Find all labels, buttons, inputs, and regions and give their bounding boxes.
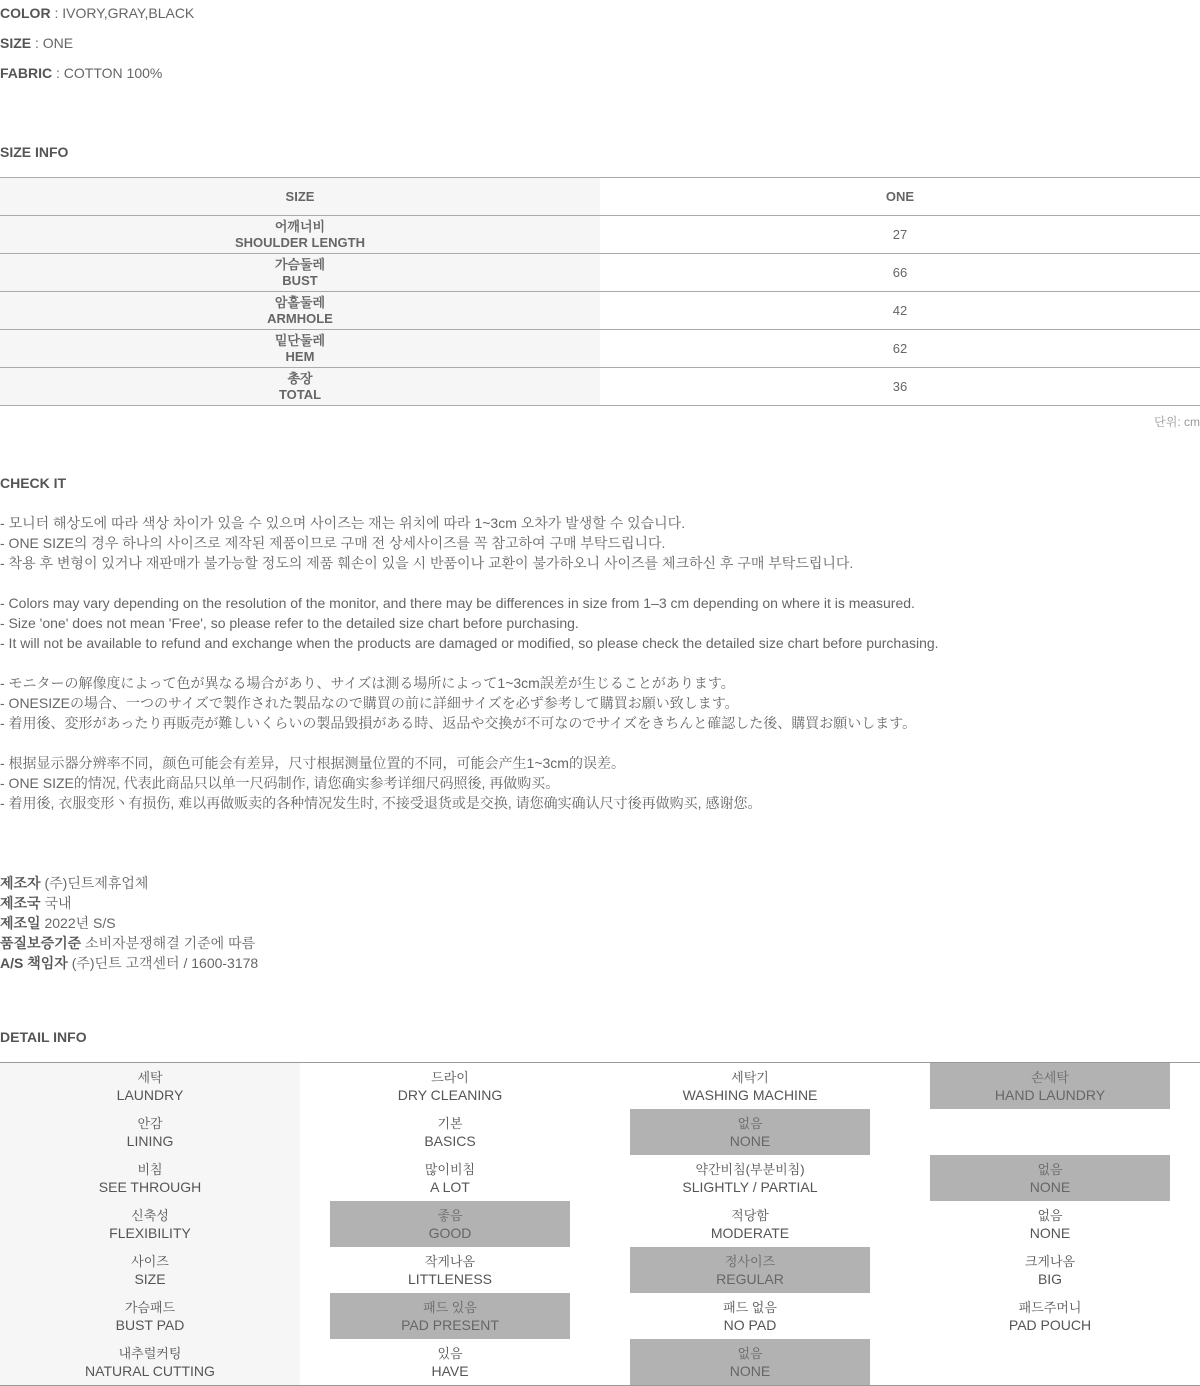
info-as xyxy=(0,953,258,973)
note-line: - モニターの解像度によって色が異なる場合があり、サイズは測る場所によって1~3cm誤差が生じることがあります。 xyxy=(0,675,735,691)
manufacturer-info xyxy=(0,873,258,973)
info-country xyxy=(0,893,258,913)
size-info-title: SIZE INFO xyxy=(0,144,69,160)
size-table-header xyxy=(0,178,1200,216)
detail-row-bust-pad xyxy=(0,1293,1200,1339)
detail-label-en: SIZE xyxy=(134,1270,166,1287)
detail-option: 패드 없음 NO PAD xyxy=(723,1299,777,1333)
size-row xyxy=(0,292,1200,330)
info-label: 제조자 xyxy=(0,875,41,891)
size-row-ko: 밑단둘레 xyxy=(274,332,326,348)
spec-fabric: FABRIC : COTTON 100% xyxy=(0,65,163,81)
detail-row-see-through xyxy=(0,1155,1200,1201)
size-row-ko: 암홀둘레 xyxy=(274,294,326,310)
size-row-en: TOTAL xyxy=(278,386,322,402)
detail-row-laundry xyxy=(0,1063,1200,1109)
size-row-value: 42 xyxy=(892,303,908,318)
note-line: - ONE SIZE的情况, 代表此商品只以单一尺码制作, 请您确实参考详细尺码照後, 再做购买。 xyxy=(0,775,560,791)
note-line: - Size 'one' does not mean 'Free', so please refer to the detailed size chart before purchasing. xyxy=(0,615,579,631)
spec-label: COLOR xyxy=(0,5,51,21)
spec-value: COTTON 100% xyxy=(63,65,163,81)
detail-label-en: BUST PAD xyxy=(115,1316,185,1333)
info-quality xyxy=(0,933,258,953)
detail-option: 적당함 MODERATE xyxy=(710,1207,790,1241)
detail-option-selected: 없음 NONE xyxy=(930,1155,1170,1201)
size-row-ko: 어깨너비 xyxy=(274,218,326,234)
size-row-en: SHOULDER LENGTH xyxy=(235,234,365,250)
info-value: 소비자분쟁해결 기준에 따름 xyxy=(85,935,256,951)
detail-option-selected: 손세탁 HAND LAUNDRY xyxy=(930,1063,1170,1109)
spec-label: FABRIC xyxy=(0,65,53,81)
detail-label-en: FLEXIBILITY xyxy=(109,1224,191,1241)
size-table xyxy=(0,177,1200,406)
spec-value: IVORY,GRAY,BLACK xyxy=(62,5,195,21)
detail-label-en: SEE THROUGH xyxy=(98,1178,202,1195)
note-line: - ONE SIZE의 경우 하나의 사이즈로 제작된 제품이므로 구매 전 상세사이즈를 꼭 참고하여 구매 부탁드립니다. xyxy=(0,535,666,551)
info-label: 제조일 xyxy=(0,915,41,931)
detail-option-selected: 정사이즈 REGULAR xyxy=(630,1247,870,1293)
detail-option: 크게나옴 BIG xyxy=(1024,1253,1076,1287)
detail-option: 드라이 DRY CLEANING xyxy=(397,1069,503,1103)
size-header-label: SIZE xyxy=(0,178,600,215)
size-row-value: 62 xyxy=(892,341,908,356)
info-date xyxy=(0,913,258,933)
detail-option: 없음 NONE xyxy=(1029,1207,1071,1241)
detail-info-title: DETAIL INFO xyxy=(0,1029,87,1045)
size-row-value: 66 xyxy=(892,265,908,280)
detail-option: 있음 HAVE xyxy=(431,1345,469,1379)
note-line: - 根据显示器分辨率不同，颜色可能会有差异，尺寸根据测量位置的不同，可能会产生1~3cm的误差。 xyxy=(0,755,625,771)
detail-label-ko: 신축성 xyxy=(131,1207,169,1223)
detail-row-lining xyxy=(0,1109,1200,1155)
detail-label-en: LINING xyxy=(126,1132,174,1149)
note-line: - It will not be available to refund and exchange when the products are damaged or modified, so please check the detailed size chart before purchasing. xyxy=(0,635,939,651)
detail-label-ko: 내추럴커팅 xyxy=(118,1345,182,1361)
note-line: - 着用後、変形があったり再販売が難しいくらいの製品毀損がある時、返品や交換が不可なのでサイズをきちんと確認した後、購買お願いします。 xyxy=(0,715,917,731)
info-label: 제조국 xyxy=(0,895,41,911)
check-it-title: CHECK IT xyxy=(0,475,67,491)
detail-option: 많이비침 A LOT xyxy=(424,1161,476,1195)
detail-option-selected: 좋음 GOOD xyxy=(330,1201,570,1247)
info-value: 국내 xyxy=(44,895,72,911)
detail-label-ko: 가슴패드 xyxy=(124,1299,176,1315)
note-line: - 着用後, 衣服变形丶有损伤, 难以再做贩卖的各种情况发生时, 不接受退货或是交换, 请您确实确认尺寸後再做购买, 感谢您。 xyxy=(0,795,762,811)
detail-label-ko: 사이즈 xyxy=(131,1253,169,1269)
note-line: - 착용 후 변형이 있거나 재판매가 불가능할 정도의 제품 훼손이 있을 시 반품이나 교환이 불가하오니 사이즈를 체크하신 후 구매 부탁드립니다. xyxy=(0,555,854,571)
size-row-en: ARMHOLE xyxy=(267,310,333,326)
detail-label-ko: 세탁 xyxy=(137,1069,163,1085)
detail-label-ko: 안감 xyxy=(137,1115,163,1131)
detail-option: 기본 BASICS xyxy=(424,1115,476,1149)
spec-size: SIZE : ONE xyxy=(0,35,74,51)
size-row-en: BUST xyxy=(282,272,318,288)
detail-table xyxy=(0,1062,1200,1386)
info-maker xyxy=(0,873,258,893)
detail-option-selected: 없음 NONE xyxy=(630,1109,870,1155)
detail-option: 패드주머니 PAD POUCH xyxy=(1008,1299,1092,1333)
note-line: - 모니터 해상도에 따라 색상 차이가 있을 수 있으며 사이즈는 재는 위치에 따라 1~3cm 오차가 발생할 수 있습니다. xyxy=(0,515,686,531)
spec-label: SIZE xyxy=(0,35,32,51)
info-value: (주)딘트 고객센터 / 1600-3178 xyxy=(71,955,259,971)
size-header-value: ONE xyxy=(885,189,915,204)
note-line: - Colors may vary depending on the resolution of the monitor, and there may be differences in size from 1–3 cm depending on where it is measured. xyxy=(0,595,915,611)
detail-row-size xyxy=(0,1247,1200,1293)
spec-color: COLOR : IVORY,GRAY,BLACK xyxy=(0,5,195,21)
spec-value: ONE xyxy=(42,35,74,51)
detail-label-en: LAUNDRY xyxy=(116,1086,184,1103)
size-row-value: 27 xyxy=(892,227,908,242)
detail-option-selected: 없음 NONE xyxy=(630,1339,870,1385)
note-line: - ONESIZEの場合、一つのサイズで製作された製品なので購買の前に詳細サイズを必ず参考して購買お願い致します。 xyxy=(0,695,739,711)
detail-option: 세탁기 WASHING MACHINE xyxy=(682,1069,818,1103)
check-it-notes xyxy=(0,513,939,813)
detail-row-natural-cutting xyxy=(0,1339,1200,1385)
detail-row-flexibility xyxy=(0,1201,1200,1247)
size-row xyxy=(0,368,1200,405)
info-value: (주)딘트제휴업체 xyxy=(44,875,149,891)
detail-label-en: NATURAL CUTTING xyxy=(85,1362,215,1379)
info-label: 품질보증기준 xyxy=(0,935,82,951)
size-row-ko: 가슴둘레 xyxy=(274,256,326,272)
size-row-value: 36 xyxy=(892,379,908,394)
size-unit: 단위: cm xyxy=(1154,415,1200,429)
size-row xyxy=(0,254,1200,292)
size-row xyxy=(0,330,1200,368)
info-label: A/S 책임자 xyxy=(0,955,68,971)
size-row-en: HEM xyxy=(285,348,315,364)
detail-option-selected: 패드 있음 PAD PRESENT xyxy=(330,1293,570,1339)
detail-label-ko: 비침 xyxy=(137,1161,163,1177)
size-row-ko: 총장 xyxy=(287,370,313,386)
detail-option: 작게나옴 LITTLENESS xyxy=(407,1253,493,1287)
info-value: 2022년 S/S xyxy=(44,915,116,931)
detail-option: 약간비침(부분비침) SLIGHTLY / PARTIAL xyxy=(682,1161,818,1195)
size-row xyxy=(0,216,1200,254)
